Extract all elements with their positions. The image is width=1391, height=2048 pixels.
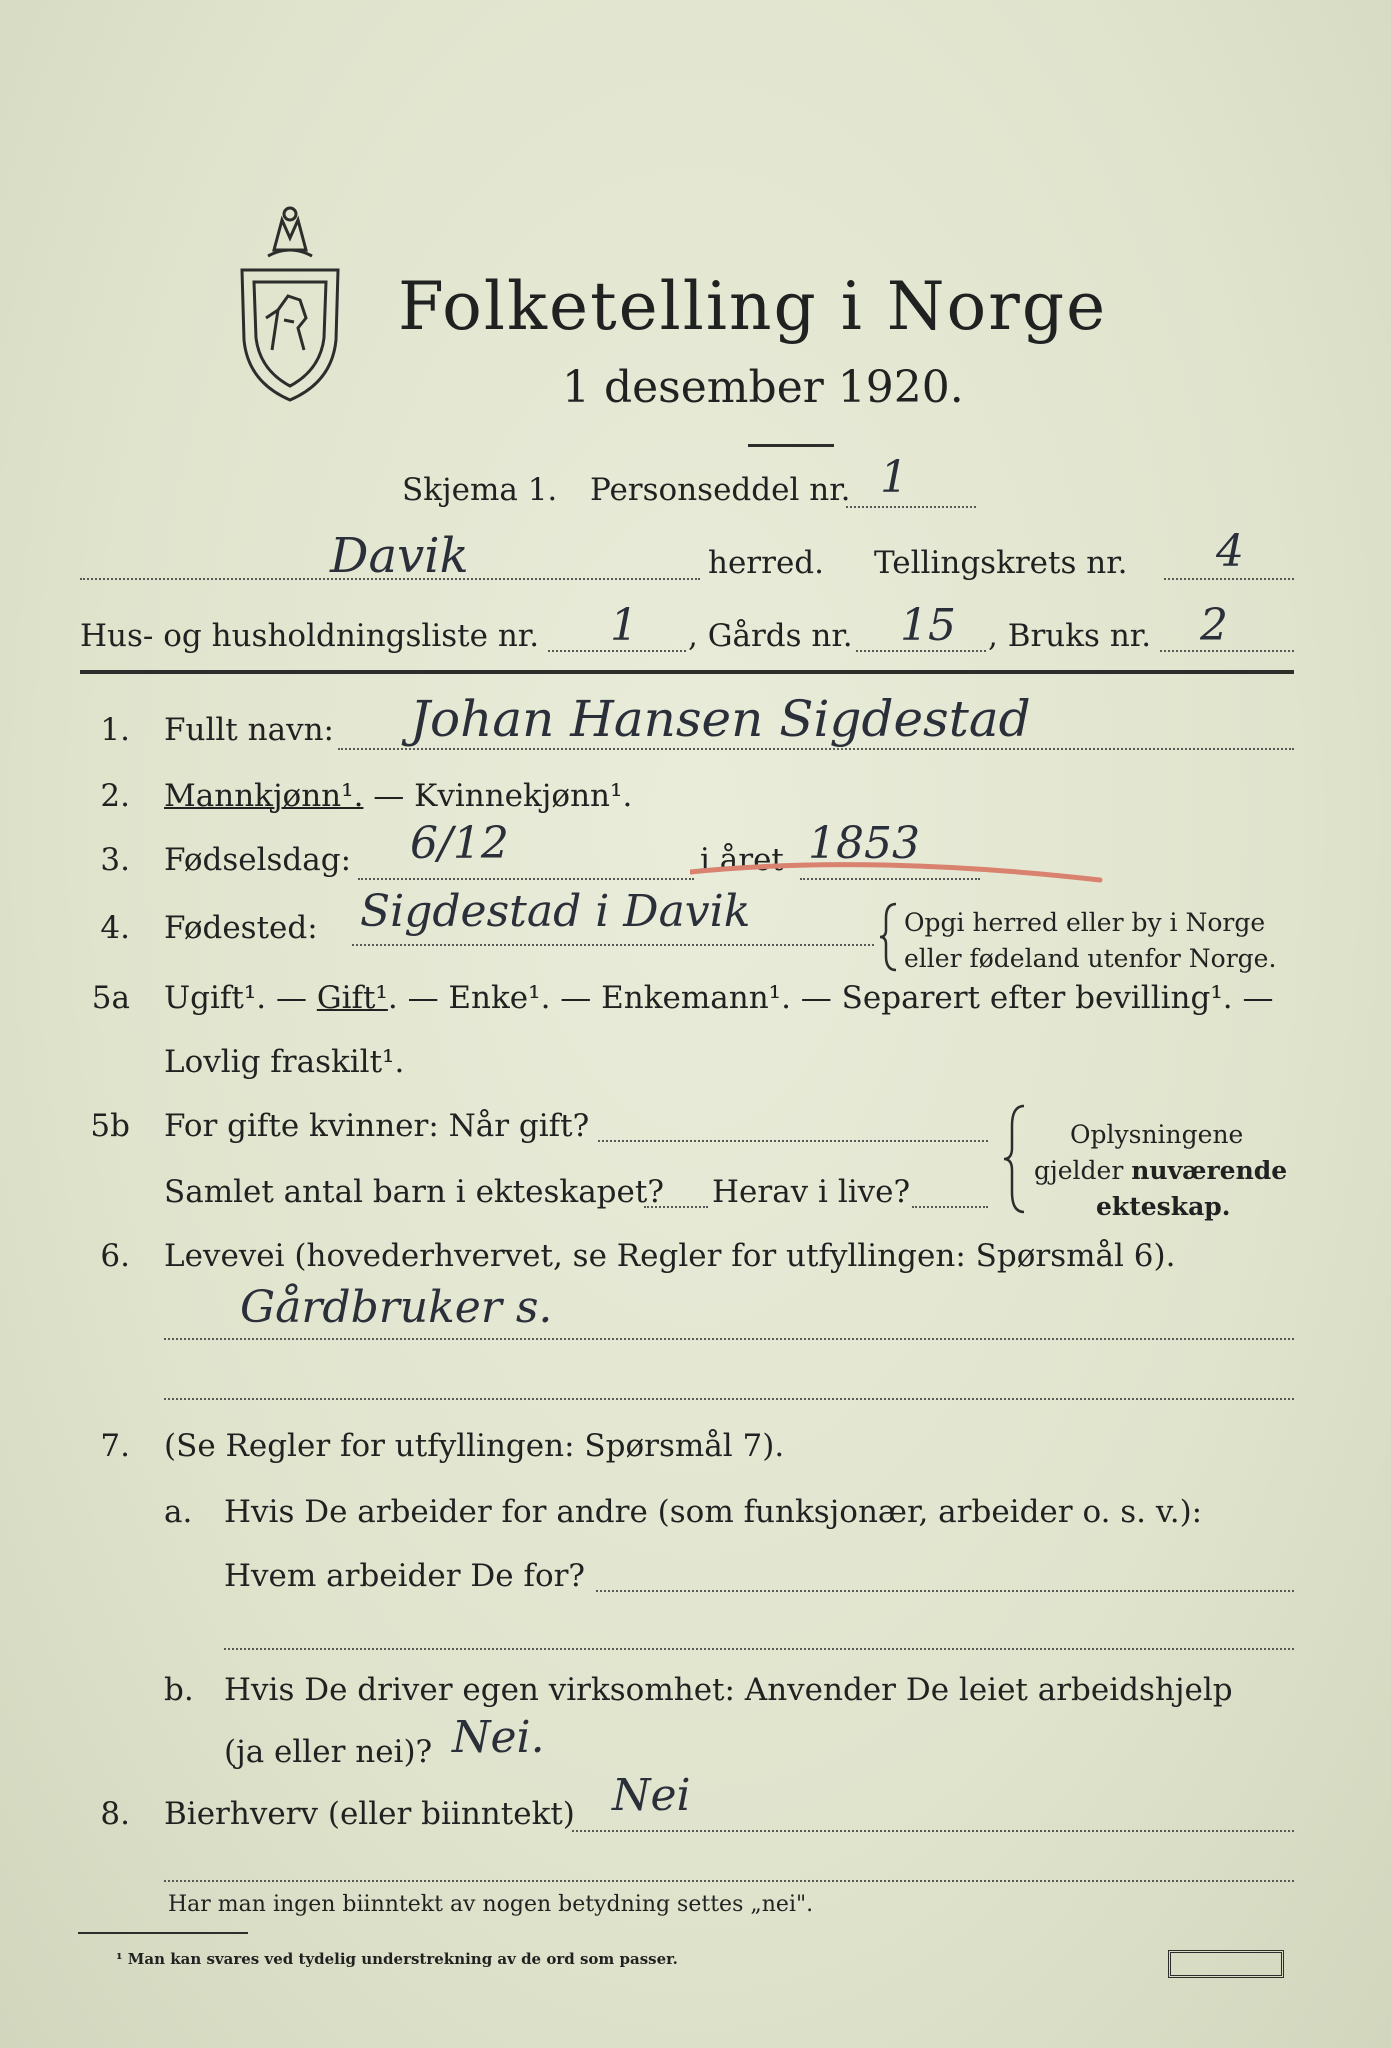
q1-label: Fullt navn: — [164, 712, 334, 748]
gards-label: , Gårds nr. — [688, 618, 853, 654]
footnote-rule — [78, 1932, 248, 1934]
q3-number: 3. — [100, 842, 130, 878]
birthplace-value[interactable]: Sigdestad i Davik — [360, 886, 751, 937]
q7-number: 7. — [100, 1428, 130, 1464]
q4-hint-line2: eller fødeland utenfor Norge. — [904, 944, 1277, 973]
q6-number: 6. — [100, 1238, 130, 1274]
q8-number: 8. — [100, 1796, 130, 1832]
pencil-mark — [690, 850, 1110, 890]
q5b-note-line1: Oplysningene — [1070, 1120, 1244, 1149]
q5b-note-line3: ekteskap. — [1096, 1192, 1231, 1221]
q3-label: Fødselsdag: — [164, 842, 352, 878]
herred-value[interactable]: Davik — [330, 528, 469, 584]
hired-help-value[interactable]: Nei. — [452, 1712, 545, 1763]
q7b-letter: b. — [164, 1672, 194, 1708]
hus-value[interactable]: 1 — [610, 600, 638, 651]
bruks-label: , Bruks nr. — [988, 618, 1152, 654]
side-income-value[interactable]: Nei — [612, 1770, 691, 1821]
q7-label: (Se Regler for utfyllingen: Spørsmål 7). — [164, 1428, 785, 1464]
q5b-note-line2: gjelder nuværende — [1034, 1156, 1288, 1185]
q5a-number: 5a — [91, 980, 130, 1016]
q8-label: Bierhverv (eller biinntekt) — [164, 1796, 575, 1832]
form-title: Folketelling i Norge — [398, 268, 1108, 345]
year-label: i året — [700, 842, 784, 878]
married-when-label: For gifte kvinner: Når gift? — [164, 1108, 590, 1144]
footer-note: Har man ingen biinntekt av nogen betydning settes „nei". — [168, 1892, 814, 1917]
q4-label: Fødested: — [164, 910, 318, 946]
birth-year-value[interactable]: 1853 — [808, 818, 920, 869]
tellingskrets-label: Tellingskrets nr. — [874, 545, 1128, 581]
printer-stamp-icon — [1168, 1950, 1284, 1978]
children-total-label: Samlet antal barn i ekteskapet? — [164, 1174, 664, 1210]
hus-label: Hus- og husholdningsliste nr. — [80, 618, 540, 654]
birthday-value[interactable]: 6/12 — [410, 818, 509, 869]
q5b-number: 5b — [90, 1108, 130, 1144]
q7a-line1: Hvis De arbeider for andre (som funksjonær, arbeider o. s. v.): — [224, 1494, 1203, 1530]
footnote: ¹ Man kan svares ved tydelig understrekning av de ord som passer. — [116, 1950, 678, 1968]
q2-sex-options: Mannkjønn¹. — Kvinnekjønn¹. — [164, 778, 633, 814]
q4-hint-line1: Opgi herred eller by i Norge — [904, 908, 1266, 937]
title-divider — [748, 444, 834, 447]
header-rule — [80, 670, 1294, 674]
q6-label: Levevei (hovederhvervet, se Regler for utfyllingen: Spørsmål 6). — [164, 1238, 1176, 1274]
occupation-value[interactable]: Gårdbruker s. — [240, 1282, 553, 1333]
coat-of-arms-icon — [232, 200, 348, 405]
form-date: 1 desember 1920. — [562, 362, 964, 413]
skjema-label: Skjema 1. — [402, 472, 558, 508]
q4-number: 4. — [100, 910, 130, 946]
q1-number: 1. — [100, 712, 130, 748]
q7a-line2: Hvem arbeider De for? — [224, 1558, 586, 1594]
full-name-value[interactable]: Johan Hansen Sigdestad — [410, 690, 1031, 748]
q5b-brace — [1004, 1104, 1028, 1214]
personseddel-value[interactable]: 1 — [880, 452, 908, 503]
married-option[interactable]: Gift¹ — [316, 980, 388, 1016]
q4-brace — [880, 902, 900, 972]
male-option[interactable]: Mannkjønn¹. — [164, 778, 364, 814]
marital-status-options: Ugift¹. — Gift¹. — Enke¹. — Enkemann¹. — Separert efter bevilling¹. — — [164, 980, 1274, 1016]
q7b-line1: Hvis De driver egen virksomhet: Anvender De leiet arbeidshjelp — [224, 1672, 1233, 1708]
female-option[interactable]: Kvinnekjønn¹. — [414, 778, 633, 814]
personseddel-label: Personseddel nr. — [590, 472, 851, 508]
divorced-option[interactable]: Lovlig fraskilt¹. — [164, 1044, 405, 1080]
bruks-value[interactable]: 2 — [1200, 600, 1228, 651]
children-alive-label: Herav i live? — [712, 1174, 911, 1210]
q7b-line2: (ja eller nei)? — [224, 1734, 433, 1770]
herred-label: herred. — [708, 545, 824, 581]
q7a-letter: a. — [164, 1494, 193, 1530]
tellingskrets-value[interactable]: 4 — [1216, 526, 1244, 577]
q2-number: 2. — [100, 778, 130, 814]
gards-value[interactable]: 15 — [900, 600, 956, 651]
